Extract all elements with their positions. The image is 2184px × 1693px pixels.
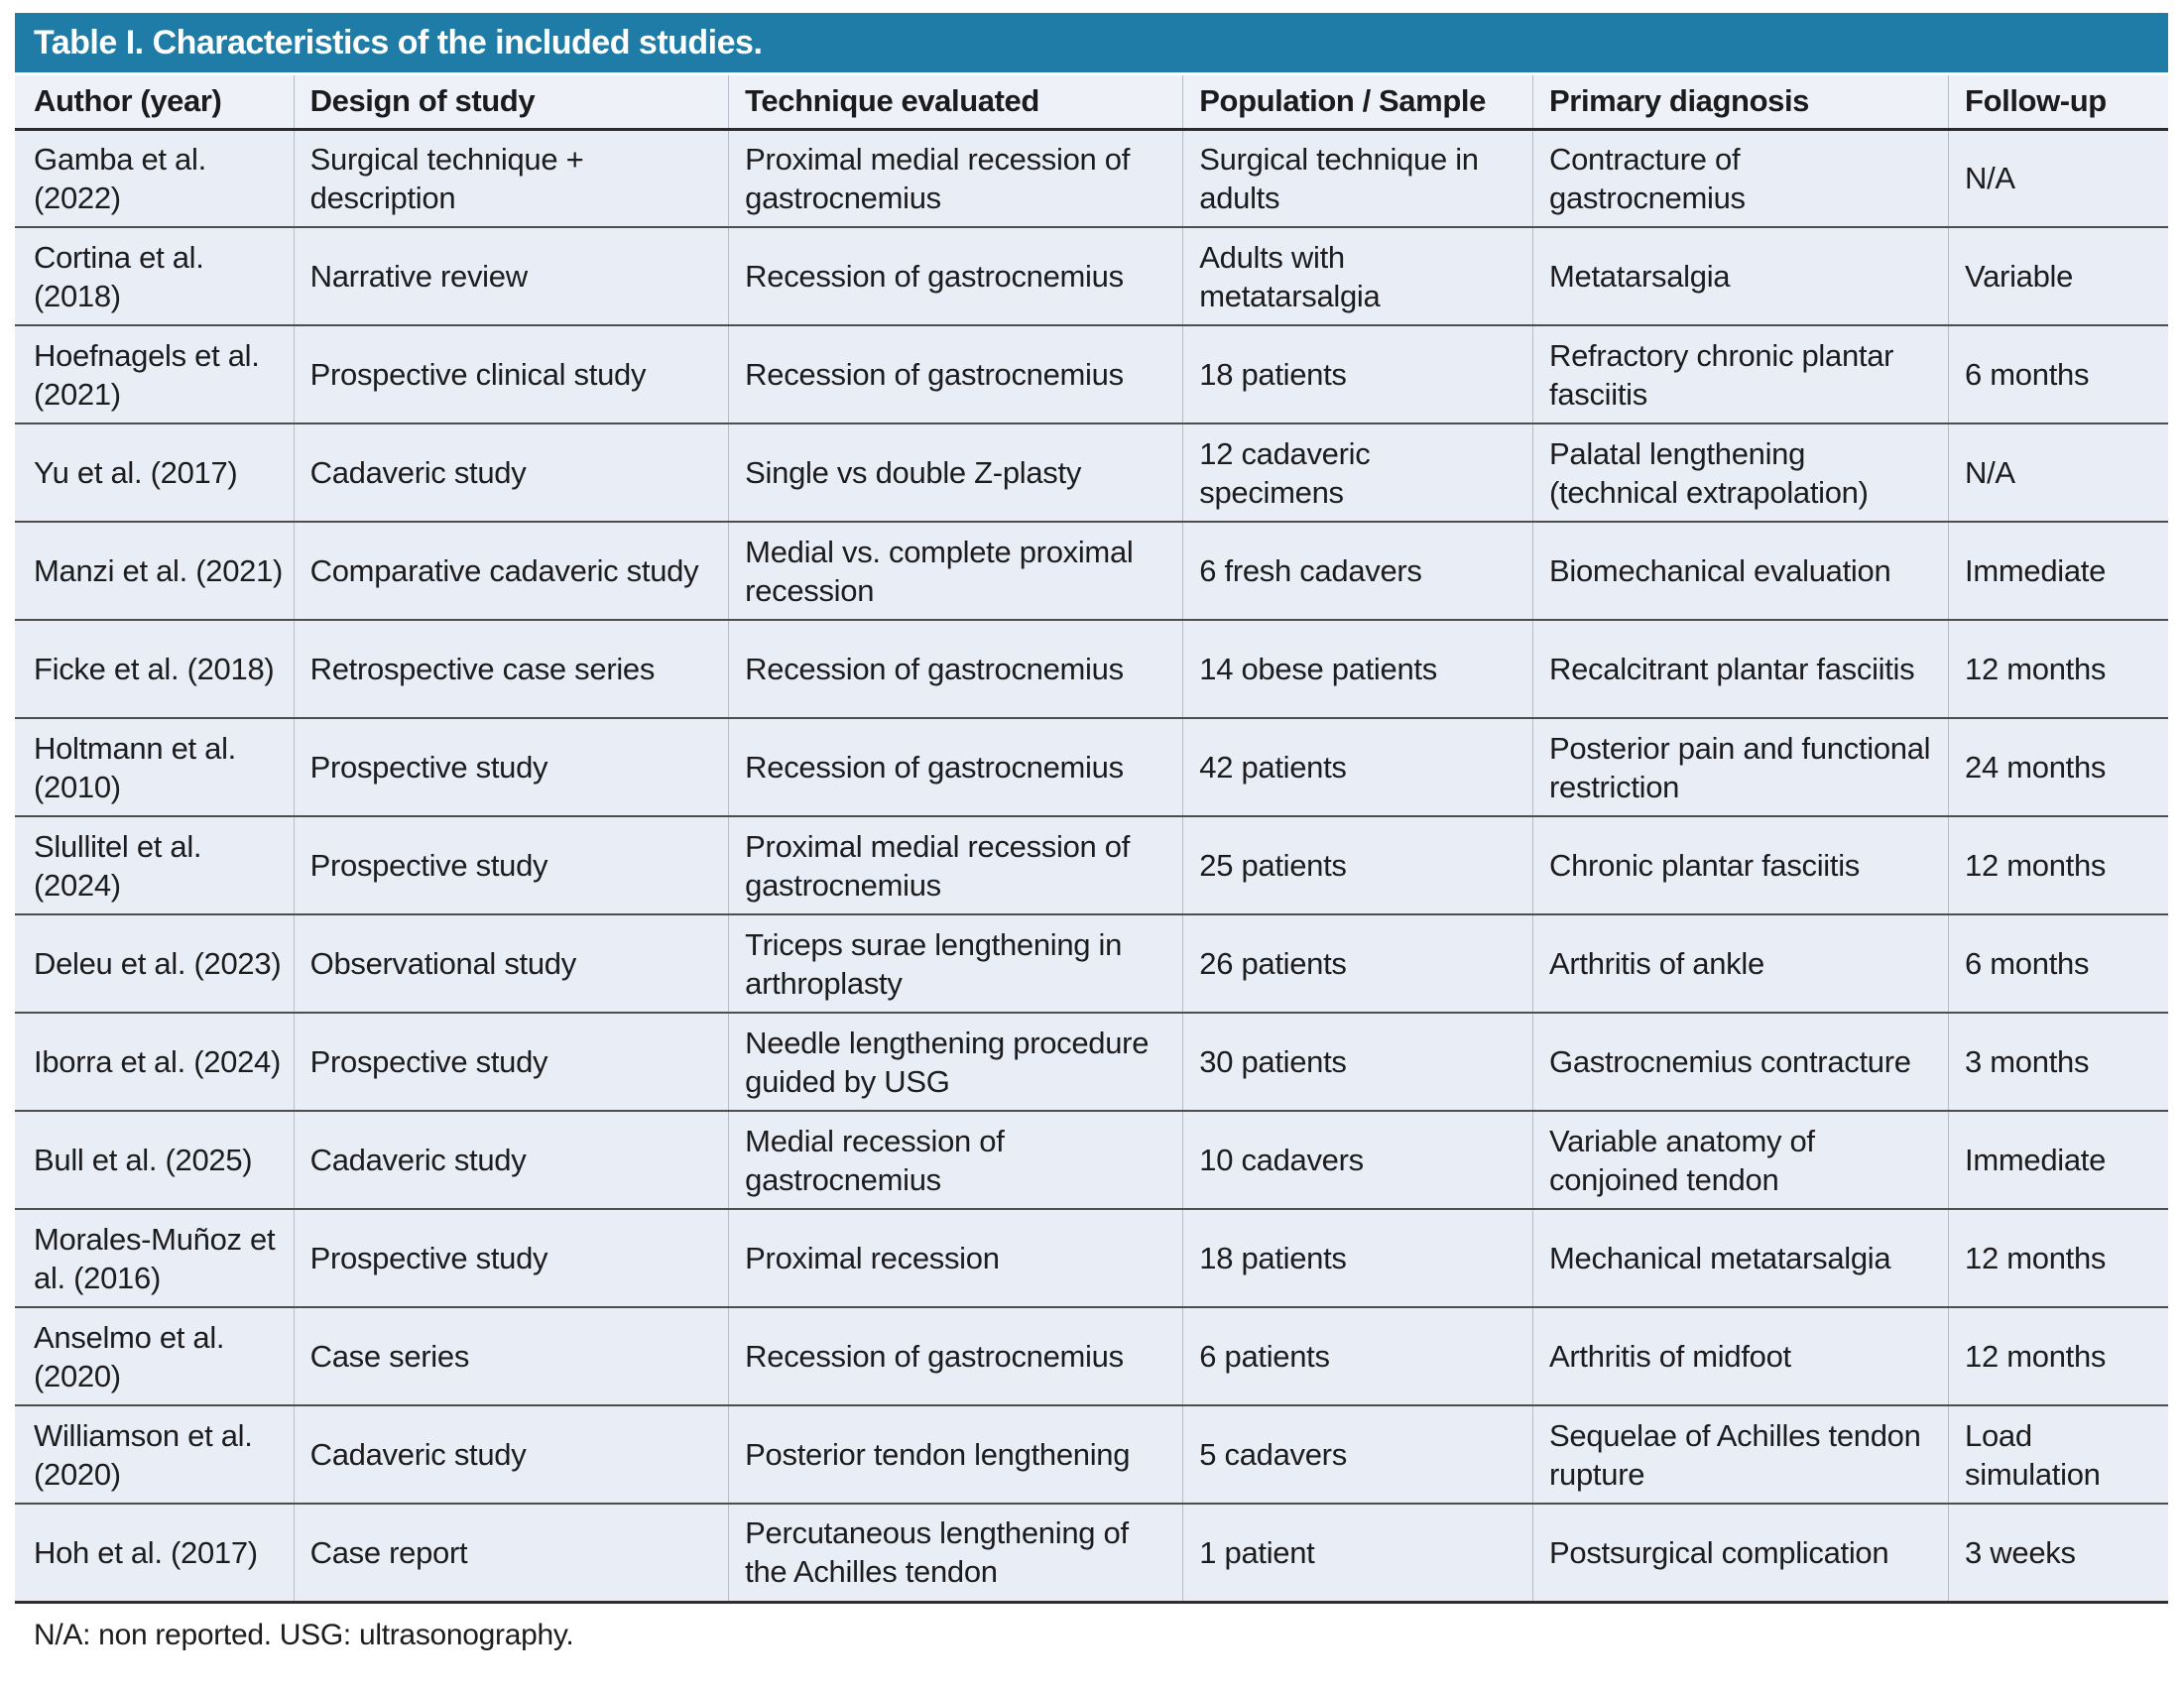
- cell-author: Cortina et al. (2018): [15, 227, 294, 325]
- cell-technique: Needle lengthening procedure guided by USG: [729, 1013, 1183, 1111]
- table-footnote: N/A: non reported. USG: ultrasonography.: [34, 1618, 574, 1651]
- cell-author: Holtmann et al. (2010): [15, 718, 294, 816]
- cell-design: Observational study: [294, 914, 729, 1013]
- table-title: Table I. Characteristics of the included studies.: [15, 13, 2168, 72]
- cell-followup: 12 months: [1949, 620, 2168, 718]
- table-figure: [15, 13, 2168, 1652]
- cell-author: Hoh et al. (2017): [15, 1504, 294, 1602]
- cell-technique: Proximal medial recession of gastrocnemius: [729, 129, 1183, 227]
- cell-population: 18 patients: [1183, 325, 1533, 423]
- cell-author: Deleu et al. (2023): [15, 914, 294, 1013]
- cell-author: Anselmo et al. (2020): [15, 1307, 294, 1405]
- cell-diagnosis: Chronic plantar fasciitis: [1533, 816, 1949, 914]
- column-header-author: Author (year): [15, 75, 294, 129]
- cell-technique: Recession of gastrocnemius: [729, 325, 1183, 423]
- cell-population: 42 patients: [1183, 718, 1533, 816]
- cell-population: 10 cadavers: [1183, 1111, 1533, 1209]
- cell-population: 1 patient: [1183, 1504, 1533, 1602]
- cell-diagnosis: Arthritis of midfoot: [1533, 1307, 1949, 1405]
- cell-design: Prospective clinical study: [294, 325, 729, 423]
- table-row: [15, 718, 2168, 816]
- cell-followup: 12 months: [1949, 816, 2168, 914]
- cell-design: Cadaveric study: [294, 1405, 729, 1504]
- column-header-diagnosis: Primary diagnosis: [1533, 75, 1949, 129]
- cell-followup: Load simulation: [1949, 1405, 2168, 1504]
- cell-population: 30 patients: [1183, 1013, 1533, 1111]
- cell-diagnosis: Sequelae of Achilles tendon rupture: [1533, 1405, 1949, 1504]
- column-header-design: Design of study: [294, 75, 729, 129]
- table-row: [15, 816, 2168, 914]
- cell-followup: 12 months: [1949, 1209, 2168, 1307]
- cell-author: Williamson et al. (2020): [15, 1405, 294, 1504]
- cell-population: 26 patients: [1183, 914, 1533, 1013]
- cell-technique: Recession of gastrocnemius: [729, 1307, 1183, 1405]
- cell-design: Cadaveric study: [294, 423, 729, 522]
- cell-diagnosis: Postsurgical complication: [1533, 1504, 1949, 1602]
- cell-followup: Immediate: [1949, 1111, 2168, 1209]
- cell-followup: Variable: [1949, 227, 2168, 325]
- cell-population: 12 cadaveric specimens: [1183, 423, 1533, 522]
- cell-design: Case series: [294, 1307, 729, 1405]
- cell-population: 25 patients: [1183, 816, 1533, 914]
- cell-author: Morales-Muñoz et al. (2016): [15, 1209, 294, 1307]
- cell-author: Gamba et al. (2022): [15, 129, 294, 227]
- cell-design: Retrospective case series: [294, 620, 729, 718]
- cell-author: Ficke et al. (2018): [15, 620, 294, 718]
- cell-population: 6 patients: [1183, 1307, 1533, 1405]
- cell-design: Prospective study: [294, 718, 729, 816]
- table-row: [15, 914, 2168, 1013]
- cell-diagnosis: Variable anatomy of conjoined tendon: [1533, 1111, 1949, 1209]
- cell-technique: Percutaneous lengthening of the Achilles tendon: [729, 1504, 1183, 1602]
- cell-technique: Recession of gastrocnemius: [729, 620, 1183, 718]
- cell-technique: Proximal recession: [729, 1209, 1183, 1307]
- cell-population: 6 fresh cadavers: [1183, 522, 1533, 620]
- cell-technique: Triceps surae lengthening in arthroplasty: [729, 914, 1183, 1013]
- cell-diagnosis: Recalcitrant plantar fasciitis: [1533, 620, 1949, 718]
- table-row: [15, 129, 2168, 227]
- cell-population: 5 cadavers: [1183, 1405, 1533, 1504]
- cell-population: 18 patients: [1183, 1209, 1533, 1307]
- table-header-row: [15, 75, 2168, 129]
- cell-diagnosis: Posterior pain and functional restriction: [1533, 718, 1949, 816]
- cell-technique: Single vs double Z-plasty: [729, 423, 1183, 522]
- cell-design: Prospective study: [294, 1013, 729, 1111]
- cell-diagnosis: Contracture of gastrocnemius: [1533, 129, 1949, 227]
- cell-design: Case report: [294, 1504, 729, 1602]
- table-row: [15, 325, 2168, 423]
- table-row: [15, 227, 2168, 325]
- cell-author: Hoefnagels et al. (2021): [15, 325, 294, 423]
- cell-author: Bull et al. (2025): [15, 1111, 294, 1209]
- cell-diagnosis: Refractory chronic plantar fasciitis: [1533, 325, 1949, 423]
- cell-diagnosis: Mechanical metatarsalgia: [1533, 1209, 1949, 1307]
- cell-population: Adults with metatarsalgia: [1183, 227, 1533, 325]
- studies-table: [15, 75, 2168, 1604]
- cell-author: Yu et al. (2017): [15, 423, 294, 522]
- cell-diagnosis: Palatal lengthening (technical extrapolation): [1533, 423, 1949, 522]
- table-row: [15, 1209, 2168, 1307]
- table-row: [15, 522, 2168, 620]
- cell-design: Narrative review: [294, 227, 729, 325]
- cell-followup: Immediate: [1949, 522, 2168, 620]
- cell-design: Surgical technique + description: [294, 129, 729, 227]
- cell-diagnosis: Gastrocnemius contracture: [1533, 1013, 1949, 1111]
- cell-diagnosis: Biomechanical evaluation: [1533, 522, 1949, 620]
- cell-design: Cadaveric study: [294, 1111, 729, 1209]
- table-row: [15, 1307, 2168, 1405]
- cell-followup: 6 months: [1949, 325, 2168, 423]
- cell-followup: 3 weeks: [1949, 1504, 2168, 1602]
- cell-author: Manzi et al. (2021): [15, 522, 294, 620]
- cell-author: Iborra et al. (2024): [15, 1013, 294, 1111]
- table-row: [15, 1504, 2168, 1602]
- cell-author: Slullitel et al. (2024): [15, 816, 294, 914]
- cell-followup: 3 months: [1949, 1013, 2168, 1111]
- cell-followup: 12 months: [1949, 1307, 2168, 1405]
- cell-diagnosis: Arthritis of ankle: [1533, 914, 1949, 1013]
- cell-technique: Proximal medial recession of gastrocnemius: [729, 816, 1183, 914]
- table-row: [15, 423, 2168, 522]
- cell-design: Prospective study: [294, 1209, 729, 1307]
- cell-technique: Medial recession of gastrocnemius: [729, 1111, 1183, 1209]
- cell-technique: Recession of gastrocnemius: [729, 718, 1183, 816]
- column-header-population: Population / Sample: [1183, 75, 1533, 129]
- cell-diagnosis: Metatarsalgia: [1533, 227, 1949, 325]
- cell-population: Surgical technique in adults: [1183, 129, 1533, 227]
- table-row: [15, 1405, 2168, 1504]
- cell-followup: N/A: [1949, 423, 2168, 522]
- table-row: [15, 1013, 2168, 1111]
- column-header-followup: Follow-up: [1949, 75, 2168, 129]
- cell-technique: Medial vs. complete proximal recession: [729, 522, 1183, 620]
- table-row: [15, 1111, 2168, 1209]
- cell-followup: 24 months: [1949, 718, 2168, 816]
- column-header-technique: Technique evaluated: [729, 75, 1183, 129]
- cell-design: Comparative cadaveric study: [294, 522, 729, 620]
- cell-technique: Recession of gastrocnemius: [729, 227, 1183, 325]
- table-row: [15, 620, 2168, 718]
- cell-followup: 6 months: [1949, 914, 2168, 1013]
- cell-technique: Posterior tendon lengthening: [729, 1405, 1183, 1504]
- cell-population: 14 obese patients: [1183, 620, 1533, 718]
- cell-design: Prospective study: [294, 816, 729, 914]
- cell-followup: N/A: [1949, 129, 2168, 227]
